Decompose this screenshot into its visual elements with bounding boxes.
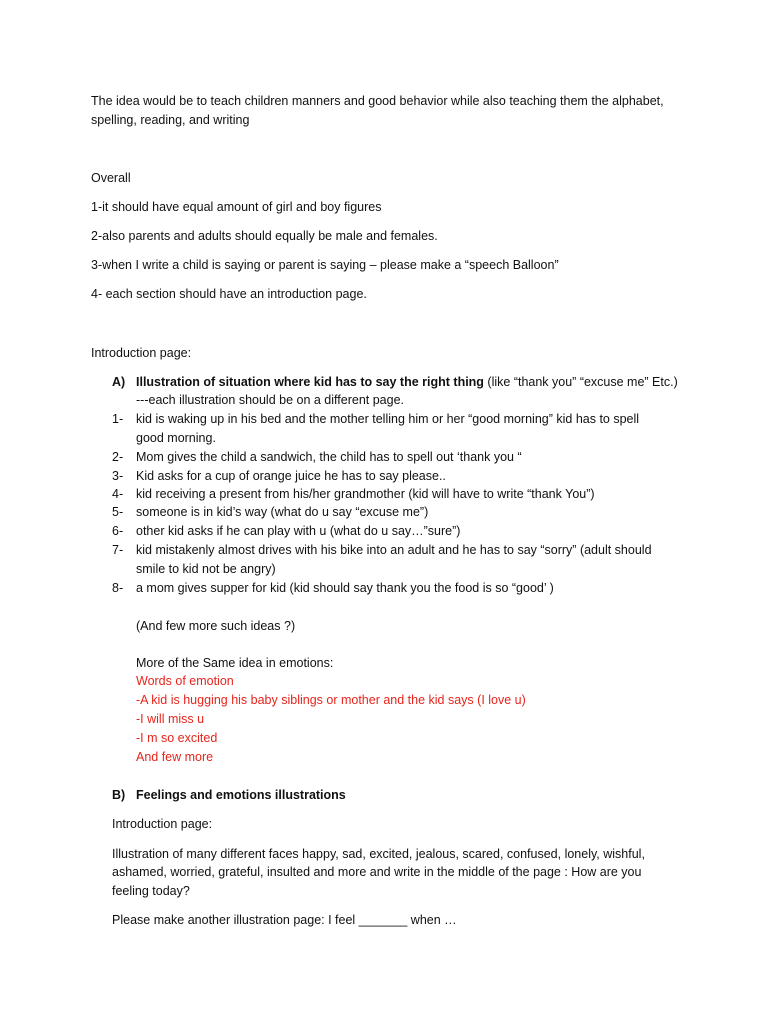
overall-item-3: 3-when I write a child is saying or parent is saying – please make a “speech Balloon” [91, 258, 559, 272]
list-item-text-continued: smile to kid not be angry) [136, 562, 276, 576]
emotion-line: -I will miss u [136, 712, 205, 726]
section-b-paragraph-line-1: Illustration of many different faces happy, sad, excited, jealous, scared, confused, lonely, wishful, [112, 847, 645, 861]
emotion-line: Words of emotion [136, 674, 234, 688]
list-item-number: 7- [112, 543, 124, 557]
overall-item-4: 4- each section should have an introduction page. [91, 287, 367, 301]
overall-item-2: 2-also parents and adults should equally be male and females. [91, 229, 438, 243]
section-b-paragraph-line-2: ashamed, worried, grateful, insulted and more and write in the middle of the page : How are you [112, 865, 642, 879]
emotion-line: -I m so excited [136, 731, 218, 745]
emotion-line: -A kid is hugging his baby siblings or mother and the kid says (I love u) [136, 693, 526, 707]
emotions-intro: More of the Same idea in emotions: [136, 656, 334, 670]
list-item-number: 2- [112, 450, 124, 464]
intro-paragraph-line-2: spelling, reading, and writing [91, 113, 250, 127]
section-b-intro-heading: Introduction page: [112, 817, 213, 831]
section-b-paragraph-line-3: feeling today? [112, 884, 190, 898]
list-item-number: 8- [112, 581, 124, 595]
section-a-title-bold: Illustration of situation where kid has to say the right thing [136, 375, 484, 389]
list-item-text-continued: good morning. [136, 431, 216, 445]
intro-paragraph-line-1: The idea would be to teach children manners and good behavior while also teaching them the alphabet, [91, 94, 664, 108]
section-b-final-request: Please make another illustration page: I feel _______ when … [112, 913, 457, 927]
list-item-text: kid mistakenly almost drives with his bike into an adult and he has to say “sorry” (adult should [136, 543, 652, 557]
list-item-number: 5- [112, 505, 124, 519]
list-item-text: Mom gives the child a sandwich, the child has to spell out ‘thank you “ [136, 450, 522, 464]
section-b-title: Feelings and emotions illustrations [136, 788, 346, 802]
list-item-number: 6- [112, 524, 124, 538]
section-a-note: ---each illustration should be on a different page. [136, 393, 404, 407]
list-item-text: other kid asks if he can play with u (what do u say…”sure”) [136, 524, 461, 538]
overall-heading: Overall [91, 171, 131, 185]
list-item-number: 3- [112, 469, 124, 483]
list-item-text: kid receiving a present from his/her grandmother (kid will have to write “thank You”) [136, 487, 595, 501]
emotion-line: And few more [136, 750, 214, 764]
list-item-text: a mom gives supper for kid (kid should say thank you the food is so “good’ ) [136, 581, 554, 595]
list-item-text: kid is waking up in his bed and the mother telling him or her “good morning” kid has to spell [136, 412, 640, 426]
section-a-title [136, 373, 678, 392]
list-item-text: someone is in kid’s way (what do u say “excuse me”) [136, 505, 429, 519]
list-item-text: Kid asks for a cup of orange juice he has to say please.. [136, 469, 446, 483]
section-a-title-rest: (like “thank you” “excuse me” Etc.) [483, 375, 678, 389]
list-item-number: 1- [112, 412, 124, 426]
list-item-number: 4- [112, 487, 124, 501]
introduction-page-heading: Introduction page: [91, 346, 192, 360]
overall-item-1: 1-it should have equal amount of girl and boy figures [91, 200, 382, 214]
few-more-ideas-note: (And few more such ideas ?) [136, 619, 296, 633]
section-b-marker: B) [112, 788, 126, 802]
section-a-marker: A) [112, 375, 126, 389]
